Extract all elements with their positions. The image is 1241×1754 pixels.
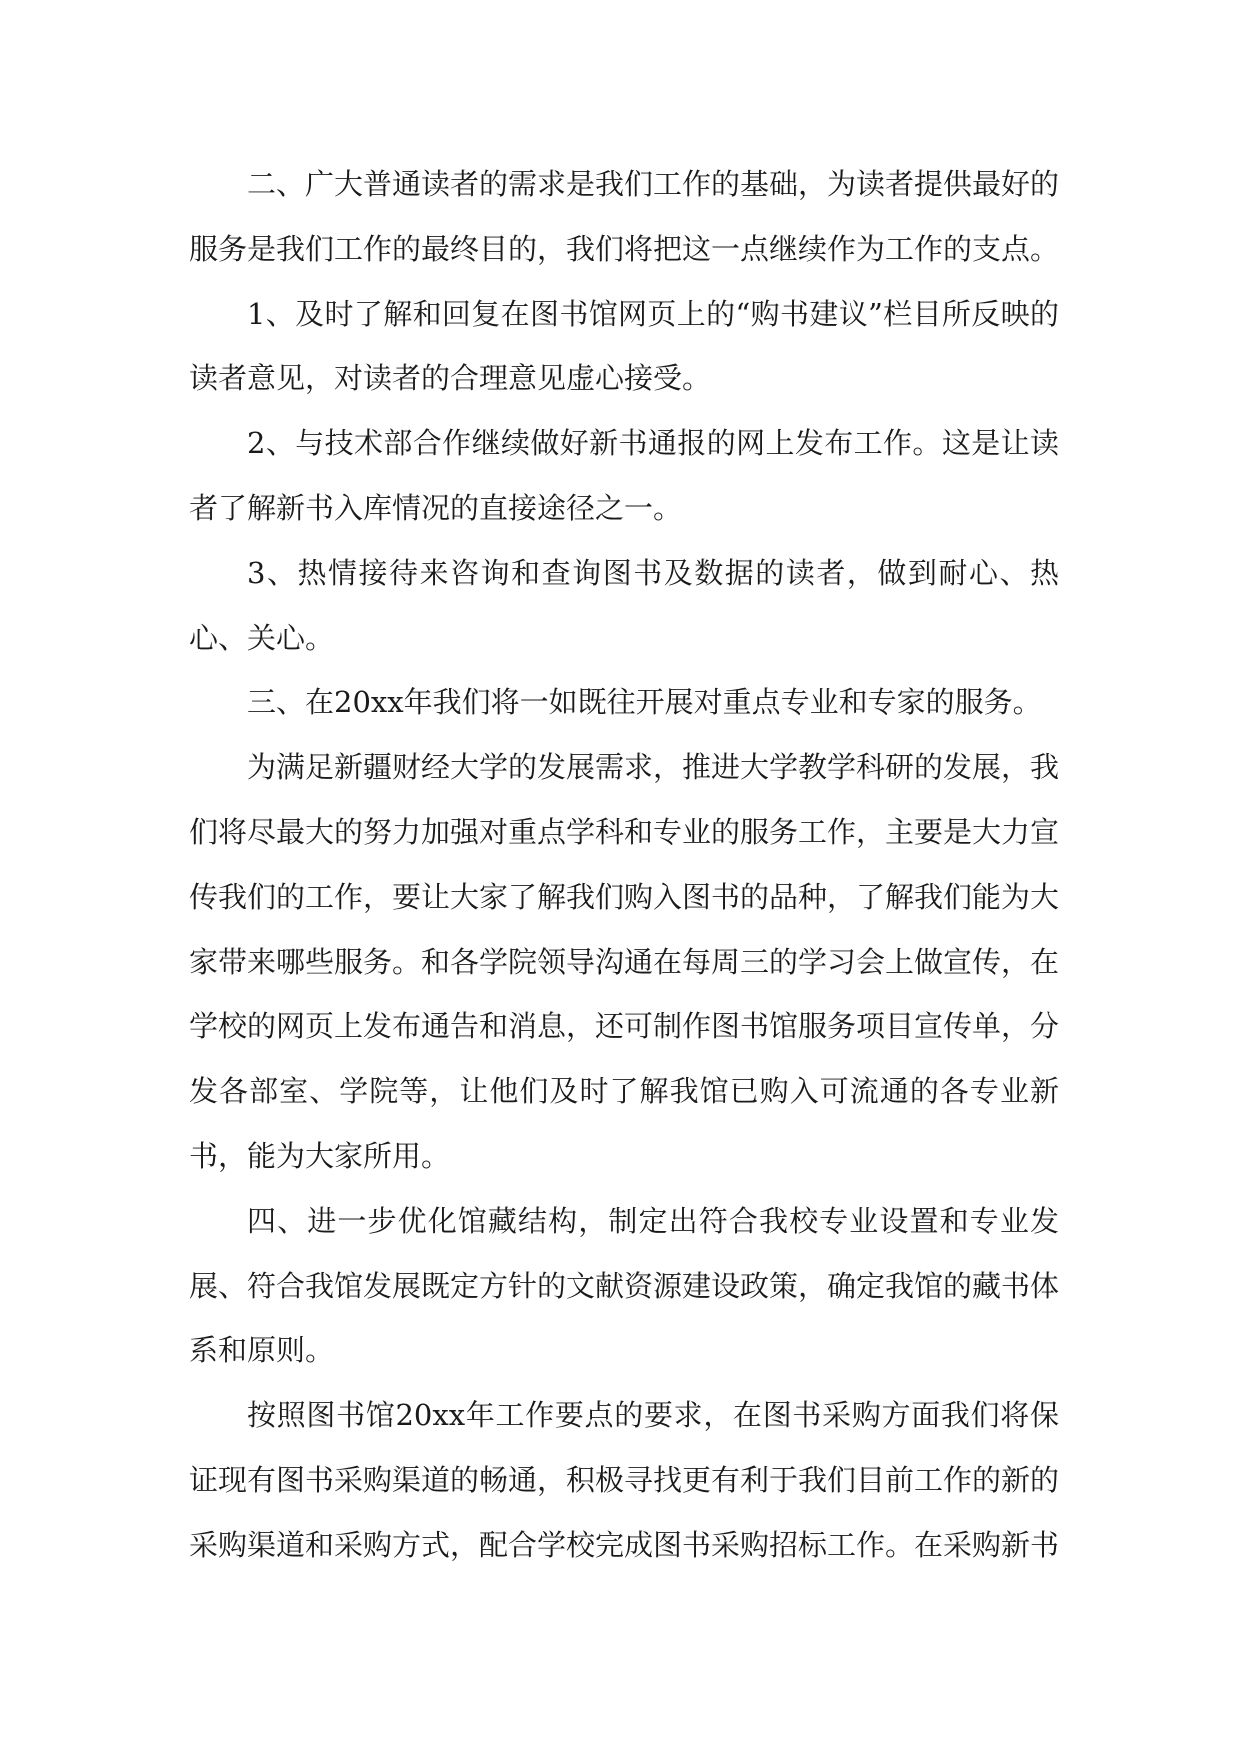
paragraph-section-two: 二、广大普通读者的需求是我们工作的基础，为读者提供最好的服务是我们工作的最终目的，我们将把这一点继续作为工作的支点。 [189,167,1060,266]
paragraph-item-2: 2、与技术部合作继续做好新书通报的网上发布工作。这是让读者了解新书入库情况的直接途径之一。 [189,426,1059,525]
paragraph-service-plan: 为满足新疆财经大学的发展需求，推进大学教学科研的发展，我们将尽最大的努力加强对重点学科和专业的服务工作，主要是大力宣传我们的工作，要让大家了解我们购入图书的品种，了解我们能为大家带来哪些服务。和各学院领导沟通在每周三的学习会上做宣传，在学校的网页上发布通告和消息，还可制作图书馆服务项目宣传单，分发各部室、学院等，让他们及时了解我馆已购入可流通的各专业新书，能为大家所用。 [189,750,1060,1173]
paragraph-item-1: 1、及时了解和回复在图书馆网页上的“购书建议”栏目所反映的读者意见，对读者的合理意见虚心接受。 [189,296,1059,396]
paragraph-section-three: 三、在20xx年我们将一如既往开展对重点专业和专家的服务。 [247,685,1042,720]
document-body [189,152,1059,1578]
paragraph-item-3: 3、热情接待来咨询和查询图书及数据的读者，做到耐心、热心、关心。 [189,555,1059,655]
paragraph-section-four: 四、进一步优化馆藏结构，制定出符合我校专业设置和专业发展、符合我馆发展既定方针的文献资源建设政策，确定我馆的藏书体系和原则。 [189,1203,1060,1368]
paragraph-procurement: 按照图书馆20xx年工作要点的要求，在图书采购方面我们将保证现有图书采购渠道的畅通，积极寻找更有利于我们目前工作的新的采购渠道和采购方式，配合学校完成图书采购招标工作。在采购新书 [189,1398,1060,1562]
